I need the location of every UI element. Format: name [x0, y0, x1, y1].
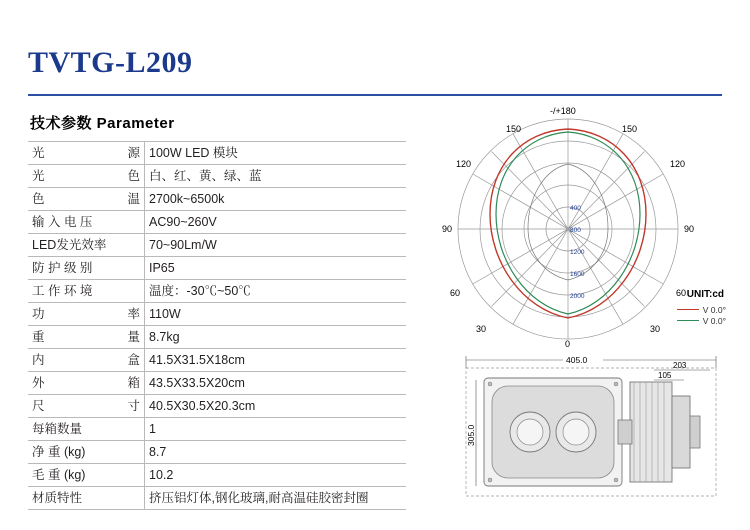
- legend-swatch-green-icon: [677, 320, 699, 321]
- svg-text:150: 150: [622, 124, 638, 134]
- svg-text:-/+180: -/+180: [550, 106, 576, 116]
- spec-value: 8.7kg: [145, 326, 407, 349]
- table-row: [28, 441, 406, 464]
- table-row: [28, 188, 406, 211]
- table-row: [28, 303, 406, 326]
- spec-table: [28, 141, 406, 510]
- spec-value: 温度：-30℃~50℃: [145, 280, 407, 303]
- table-row: [28, 395, 406, 418]
- svg-text:405.0: 405.0: [566, 355, 588, 365]
- svg-text:60: 60: [450, 288, 461, 298]
- unit-label: UNIT:cd: [686, 289, 724, 300]
- spec-value: 2700k~6500k: [145, 188, 407, 211]
- legend-item-2: [677, 315, 726, 326]
- spec-key: 色 温: [28, 188, 145, 211]
- spec-value: 40.5X30.5X20.3cm: [145, 395, 407, 418]
- spec-value: 100W LED 模块: [145, 142, 407, 165]
- spec-value: 1: [145, 418, 407, 441]
- svg-text:120: 120: [670, 159, 686, 169]
- svg-text:800: 800: [570, 227, 581, 234]
- svg-text:90: 90: [684, 224, 695, 234]
- svg-text:120: 120: [456, 159, 472, 169]
- spec-value: AC90~260V: [145, 211, 407, 234]
- svg-text:60: 60: [676, 288, 687, 298]
- parameter-panel: [28, 112, 408, 510]
- table-row: [28, 280, 406, 303]
- spec-value: 8.7: [145, 441, 407, 464]
- svg-text:1200: 1200: [570, 249, 585, 256]
- svg-text:105: 105: [658, 371, 672, 380]
- table-row: [28, 326, 406, 349]
- table-row: [28, 234, 406, 257]
- spec-key: 外 箱: [28, 372, 145, 395]
- spec-key: 每箱数量: [28, 418, 145, 441]
- spec-key: 毛 重 (kg): [28, 464, 145, 487]
- legend-swatch-red-icon: [677, 309, 699, 310]
- svg-text:150: 150: [506, 124, 522, 134]
- svg-text:2000: 2000: [570, 293, 585, 300]
- spec-key: 净 重 (kg): [28, 441, 145, 464]
- spec-key: 材质特性: [28, 487, 145, 510]
- legend-item-1: [677, 304, 726, 315]
- svg-text:30: 30: [650, 324, 661, 334]
- table-row: [28, 257, 406, 280]
- svg-text:0: 0: [565, 339, 571, 349]
- spec-value: 10.2: [145, 464, 407, 487]
- legend-label-2: V 0.0°: [702, 315, 726, 326]
- spec-value: 70~90Lm/W: [145, 234, 407, 257]
- svg-text:400: 400: [570, 205, 581, 212]
- curve-legend: [677, 304, 726, 326]
- svg-text:1600: 1600: [570, 271, 585, 278]
- diagram-panel: [418, 104, 728, 504]
- spec-value: IP65: [145, 257, 407, 280]
- spec-key: LED发光效率: [28, 234, 145, 257]
- parameter-heading: 技术参数 Parameter: [30, 115, 175, 132]
- table-row: [28, 464, 406, 487]
- dimension-drawing: [458, 346, 728, 496]
- spec-key: 工 作 环 境: [28, 280, 145, 303]
- table-row: [28, 487, 406, 510]
- spec-key: 重 量: [28, 326, 145, 349]
- spec-key: 光 源: [28, 142, 145, 165]
- svg-text:305.0: 305.0: [466, 424, 476, 446]
- legend-label-1: V 0.0°: [702, 304, 726, 315]
- spec-value: 挤压铝灯体,钢化玻璃,耐高温硅胶密封圈: [145, 487, 407, 510]
- table-row: [28, 211, 406, 234]
- spec-value: 43.5X33.5X20cm: [145, 372, 407, 395]
- table-row: [28, 142, 406, 165]
- table-row: [28, 418, 406, 441]
- title-divider: [28, 94, 722, 96]
- spec-key: 输 入 电 压: [28, 211, 145, 234]
- svg-text:30: 30: [476, 324, 487, 334]
- spec-key: 防 护 级 别: [28, 257, 145, 280]
- svg-text:90: 90: [442, 224, 453, 234]
- spec-key: 功 率: [28, 303, 145, 326]
- spec-value: 41.5X31.5X18cm: [145, 349, 407, 372]
- table-row: [28, 165, 406, 188]
- spec-key: 内 盒: [28, 349, 145, 372]
- page-title: TVTG-L209: [28, 46, 193, 79]
- table-row: [28, 349, 406, 372]
- spec-value: 110W: [145, 303, 407, 326]
- spec-value: 白、红、黄、绿、蓝: [145, 165, 407, 188]
- spec-key: 光 色: [28, 165, 145, 188]
- svg-text:203: 203: [673, 361, 687, 370]
- spec-key: 尺 寸: [28, 395, 145, 418]
- table-row: [28, 372, 406, 395]
